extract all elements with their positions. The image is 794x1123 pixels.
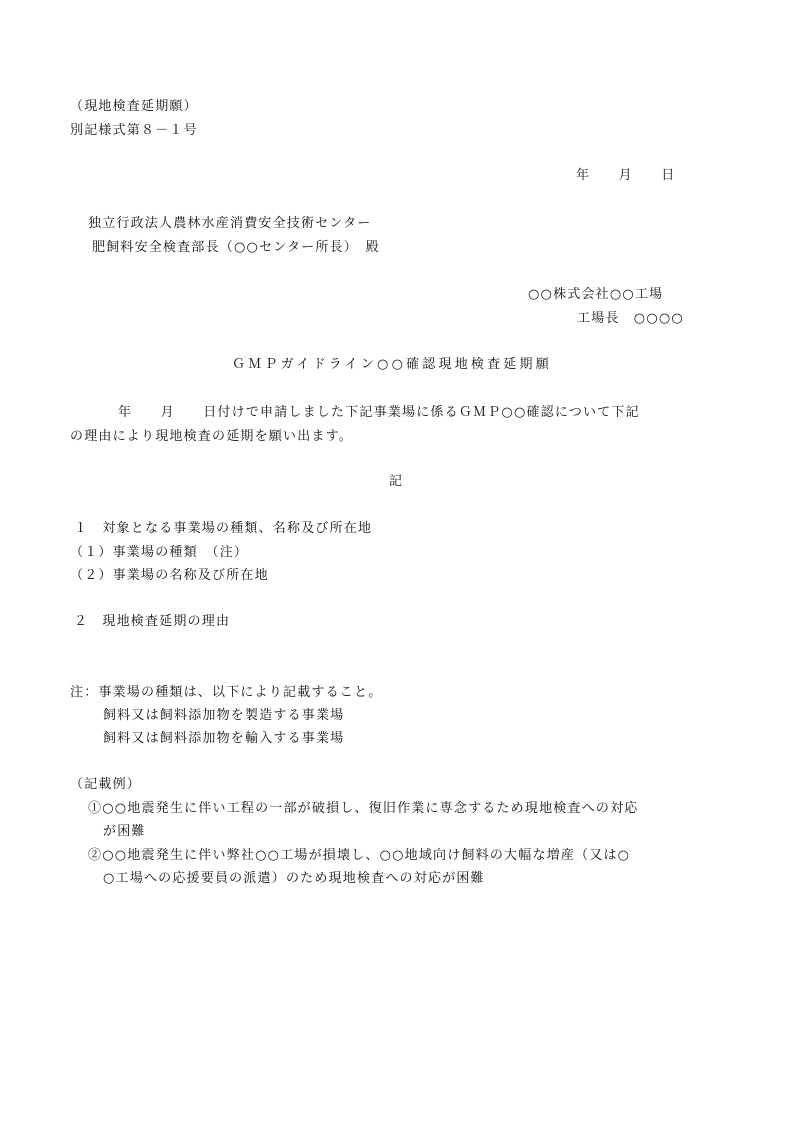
note-option-2: 飼料又は飼料添加物を輸入する事業場 [103,731,345,746]
example-1-line-1: ①○○地震発生に伴い工程の一部が破損し、復旧作業に専念するため現地検査への対応 [88,801,639,816]
body-line-1: 年 月 日付けで申請しました下記事業場に係るＧＭＰ○○確認について下記 [118,405,640,420]
example-2-line-1: ②○○地震発生に伴い弊社○○工場が損壊し、○○地域向け飼料の大幅な増産（又は○ [88,848,631,863]
note-option-1: 飼料又は飼料添加物を製造する事業場 [103,708,345,723]
form-title-paren: （現地検査延期願） [70,99,198,114]
addressee-recipient: 肥飼料安全検査部長（○○センター所長） 殿 [92,240,380,255]
section-1-item-1: （１）事業場の種類 （注） [70,545,249,560]
sender-manager: 工場長 ○○○○ [577,311,684,326]
document-title: ＧＭＰガイドライン○○確認現地検査延期願 [232,357,552,372]
note-line: 注：事業場の種類は、以下により記載すること。 [70,685,383,700]
section-2-heading: ２ 現地検査延期の理由 [74,614,231,629]
addressee-organization: 独立行政法人農林水産消費安全技術センター [88,216,372,231]
ki-marker: 記 [389,474,404,489]
example-2-line-2: ○工場への応援要員の派遣）のため現地検査への対応が困難 [103,871,485,886]
form-number: 別記様式第８－１号 [70,123,198,138]
body-line-2: の理由により現地検査の延期を願い出ます。 [70,429,353,444]
section-1-item-2: （２）事業場の名称及び所在地 [70,568,269,583]
section-1-heading: １ 対象となる事業場の種類、名称及び所在地 [74,521,373,536]
sender-company: ○○株式会社○○工場 [528,287,664,302]
examples-heading: （記載例） [70,777,142,792]
date-line: 年 月 日 [576,168,676,183]
example-1-line-2: が困難 [103,824,146,839]
